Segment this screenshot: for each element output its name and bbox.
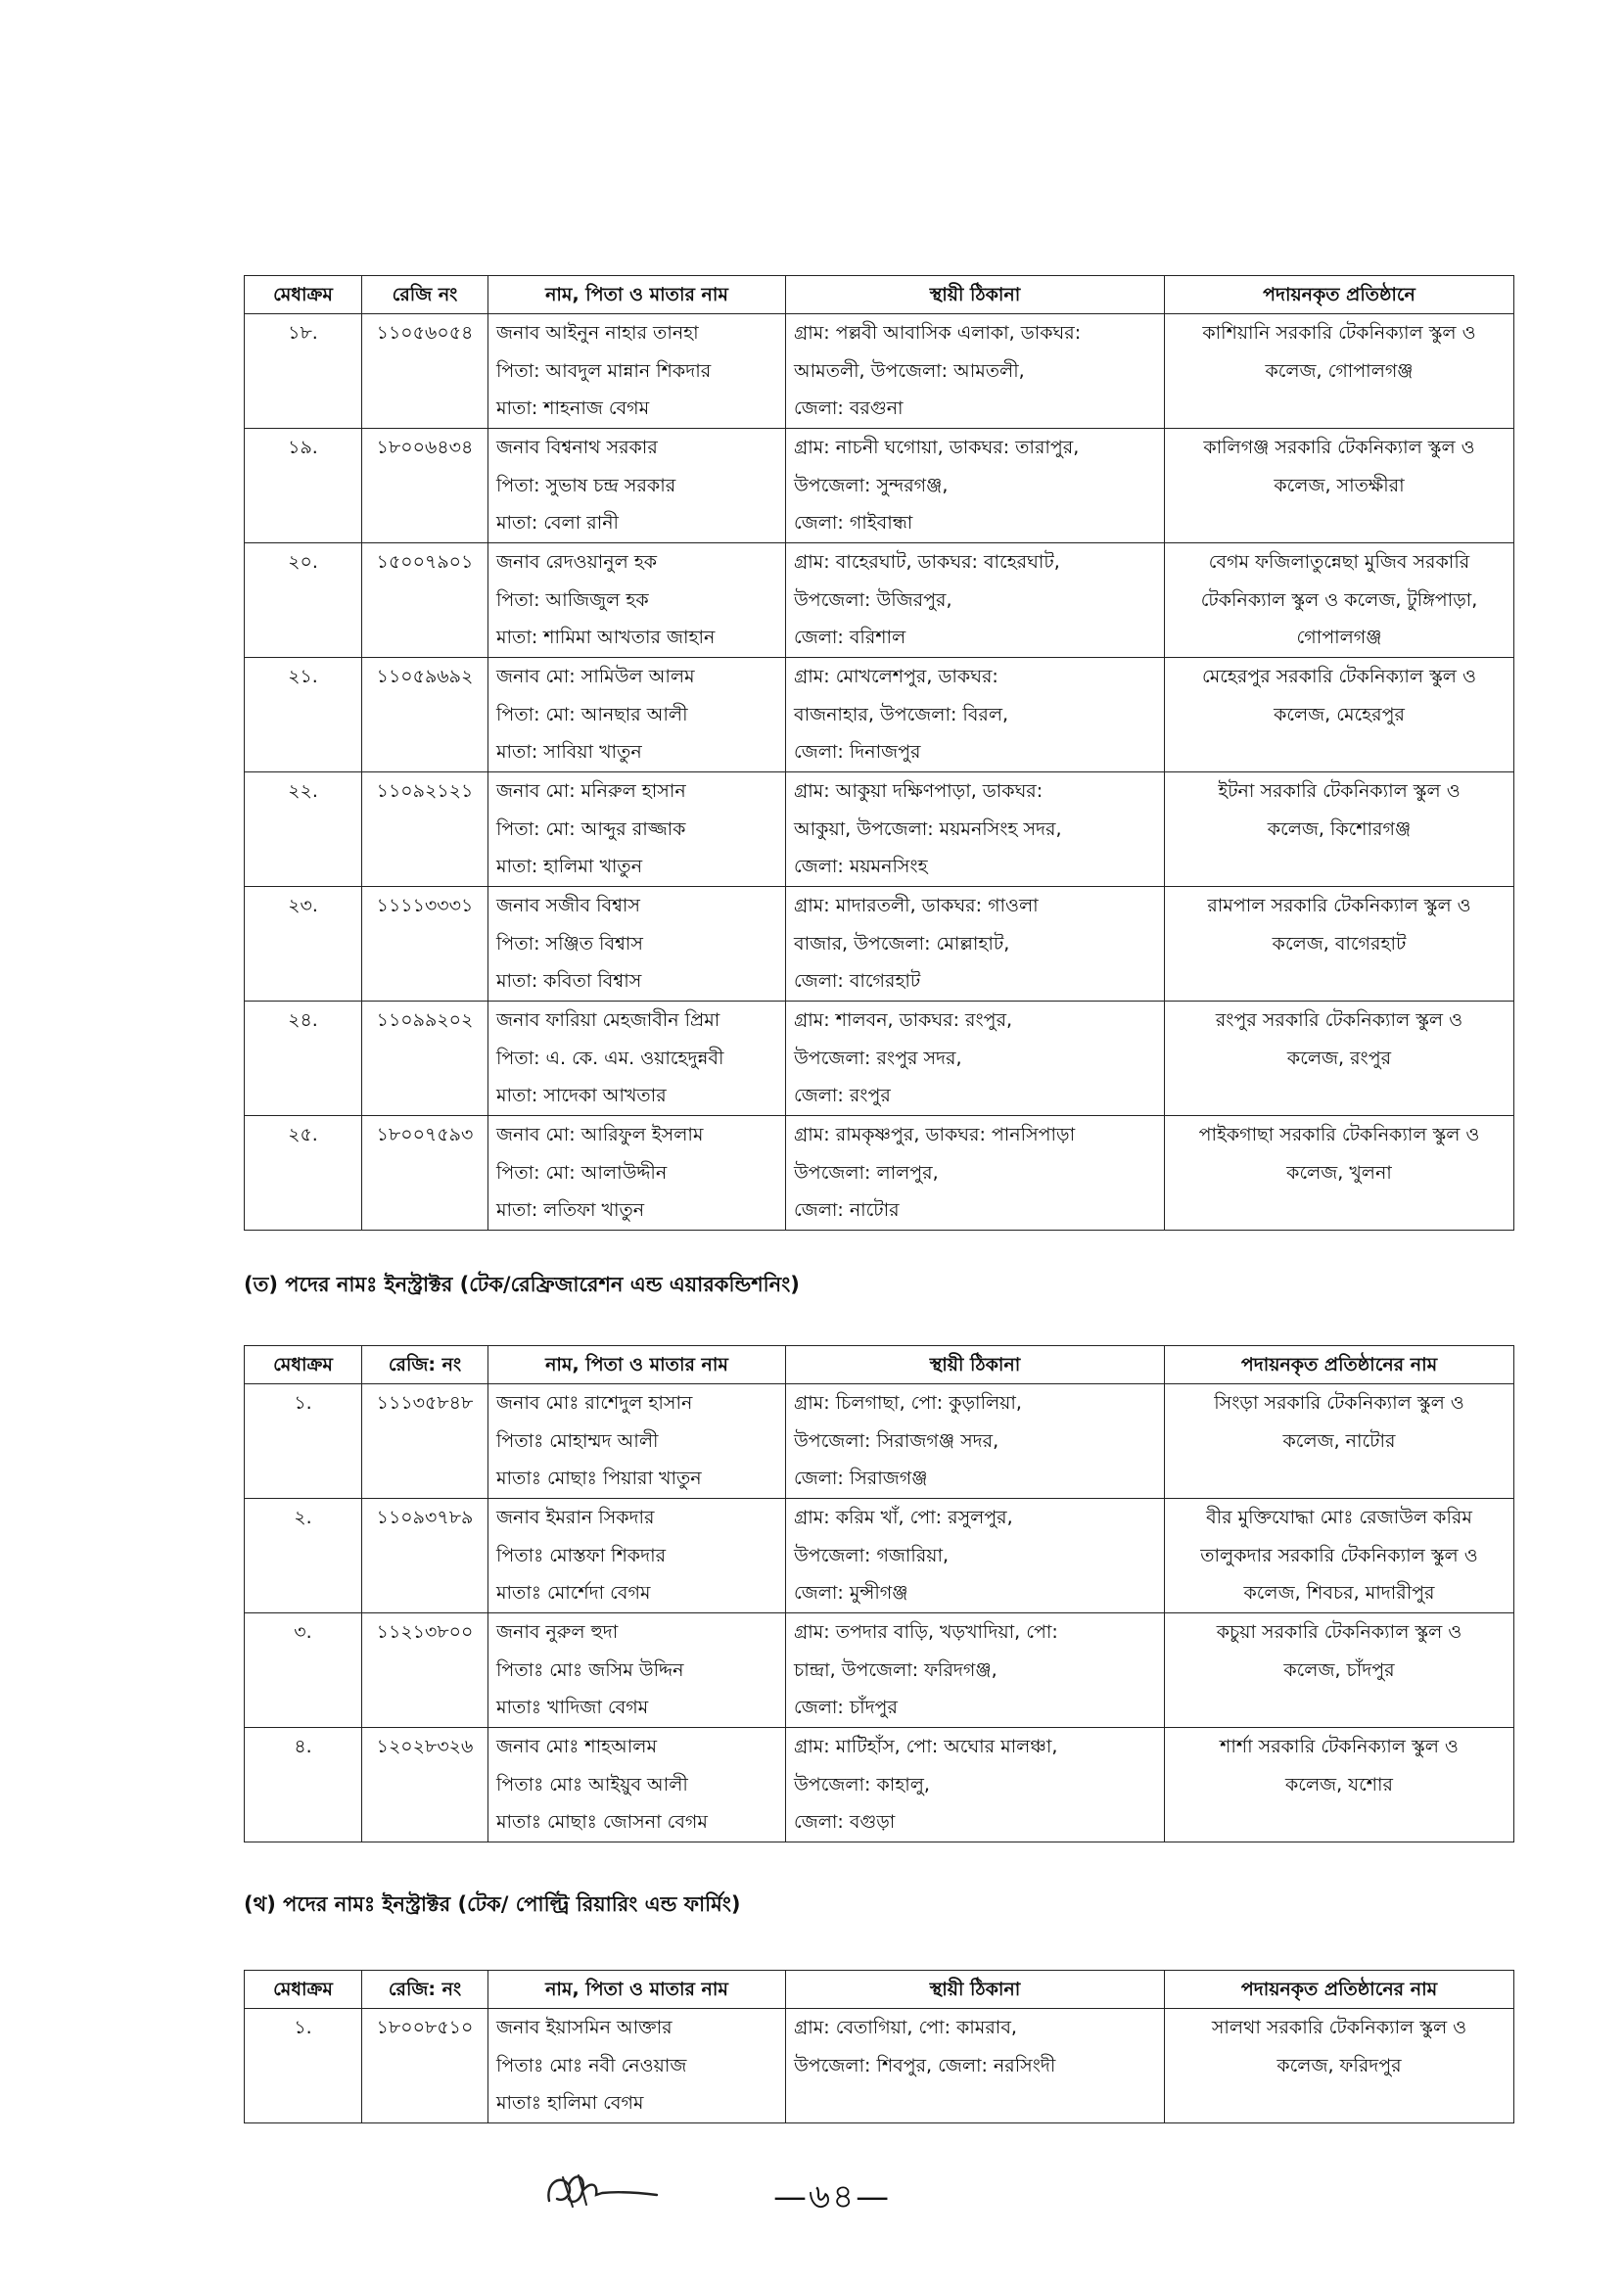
- name-line: মাতাঃ খাদিজা বেগম: [496, 1697, 649, 1718]
- table-row: [245, 1499, 1514, 1613]
- reg-number-cell: ১১০৫৬০৫৪: [362, 314, 488, 429]
- institution-line: কলেজ, চাঁদপুর: [1283, 1658, 1395, 1681]
- name-line: মাতা: বেলা রানী: [496, 512, 619, 534]
- table-header-row: [245, 276, 1514, 314]
- institution-line: কলেজ, মেহেরপুর: [1274, 703, 1405, 725]
- name-line: পিতা: এ. কে. এম. ওয়াহেদুন্নবী: [496, 1047, 724, 1069]
- table-row: [245, 1728, 1514, 1842]
- institution-line: রামপাল সরকারি টেকনিক্যাল স্কুল ও: [1207, 895, 1471, 916]
- name-line: জনাব ফারিয়া মেহজাবীন প্রিমা: [496, 1009, 720, 1031]
- institution-cell: [1165, 1499, 1514, 1613]
- institution-line: কলেজ, কিশোরগঞ্জ: [1267, 817, 1412, 840]
- address-line: উপজেলা: গজারিয়া,: [794, 1544, 950, 1566]
- serial-cell: ১৯.: [245, 429, 362, 543]
- address-line: উপজেলা: শিবপুর, জেলা: নরসিংদী: [794, 2054, 1056, 2076]
- merit-table-poultry: [244, 1970, 1514, 2123]
- address-line: জেলা: চাঁদপুর: [794, 1697, 898, 1718]
- table-row: [245, 772, 1514, 887]
- name-line: মাতাঃ মোছাঃ জোসনা বেগম: [496, 1811, 708, 1833]
- address-cell: [786, 2009, 1165, 2123]
- table-body: [245, 1384, 1514, 1842]
- reg-number-cell: ১৫০০৭৯০১: [362, 543, 488, 658]
- address-line: গ্রাম: করিম খাঁ, পো: রসুলপুর,: [794, 1507, 1013, 1528]
- name-line: পিতা: মো: আনছার আলী: [496, 703, 688, 725]
- table-row: [245, 887, 1514, 1002]
- name-line: পিতাঃ মোঃ জসিম উদ্দিন: [496, 1658, 684, 1681]
- header-name: নাম, পিতা ও মাতার নাম: [488, 1346, 786, 1384]
- address-line: জেলা: নাটোর: [794, 1199, 900, 1221]
- name-line: জনাব মো: সামিউল আলম: [496, 666, 695, 687]
- address-line: জেলা: সিরাজগঞ্জ: [794, 1468, 928, 1489]
- table-body: [245, 314, 1514, 1231]
- address-line: উপজেলা: রংপুর সদর,: [794, 1047, 962, 1069]
- name-line: পিতাঃ মোহাম্মদ আলী: [496, 1429, 659, 1452]
- address-line: জেলা: গাইবান্ধা: [794, 512, 913, 534]
- institution-cell: [1165, 314, 1514, 429]
- name-line: পিতাঃ মোঃ আইয়ুব আলী: [496, 1773, 688, 1795]
- address-line: গ্রাম: মাদারতলী, ডাকঘর: গাওলা: [794, 895, 1039, 916]
- address-cell: [786, 1499, 1165, 1613]
- name-cell: [488, 1613, 786, 1728]
- table-row: [245, 543, 1514, 658]
- reg-number-cell: ১১০৯৯২০২: [362, 1002, 488, 1116]
- reg-number-cell: ১১১১৩৩৩১: [362, 887, 488, 1002]
- table-row: [245, 429, 1514, 543]
- institution-line: কলেজ, রংপুর: [1286, 1047, 1392, 1069]
- address-cell: [786, 543, 1165, 658]
- page-number: —৬৪—: [773, 2177, 892, 2216]
- name-cell: [488, 772, 786, 887]
- name-cell: [488, 1728, 786, 1842]
- name-line: জনাব মো: আরিফুল ইসলাম: [496, 1124, 704, 1145]
- address-line: গ্রাম: চিলগাছা, পো: কুড়ালিয়া,: [794, 1392, 1022, 1414]
- address-line: জেলা: ময়মনসিংহ: [794, 856, 928, 877]
- name-line: জনাব মো: মনিরুল হাসান: [496, 780, 686, 802]
- name-line: পিতা: আজিজুল হক: [496, 588, 649, 611]
- address-line: বাজার, উপজেলা: মোল্লাহাট,: [794, 932, 1010, 955]
- serial-cell: ২০.: [245, 543, 362, 658]
- institution-cell: [1165, 543, 1514, 658]
- reg-number-cell: ১১২১৩৮০০: [362, 1613, 488, 1728]
- section-heading-t: (ত) পদের নামঃ ইনস্ট্রাক্টর (টেক/রেফ্রিজারেশন এন্ড এয়ারকন্ডিশনিং): [244, 1273, 800, 1296]
- institution-cell: [1165, 887, 1514, 1002]
- address-line: উপজেলা: সুন্দরগঞ্জ,: [794, 474, 949, 496]
- name-cell: [488, 429, 786, 543]
- address-cell: [786, 1728, 1165, 1842]
- institution-cell: [1165, 658, 1514, 772]
- name-line: জনাব রেদওয়ানুল হক: [496, 551, 658, 573]
- institution-line: কলেজ, সাতক্ষীরা: [1274, 474, 1405, 496]
- name-cell: [488, 1002, 786, 1116]
- section-heading-th: (থ) পদের নামঃ ইনস্ট্রাক্টর (টেক/ পোল্ট্রি রিয়ারিং এন্ড ফার্মিং): [244, 1892, 741, 1916]
- name-line: জনাব সজীব বিশ্বাস: [496, 895, 640, 916]
- header-institution: পদায়নকৃত প্রতিষ্ঠানের নাম: [1165, 1971, 1514, 2009]
- table-row: [245, 658, 1514, 772]
- name-line: মাতা: কবিতা বিশ্বাস: [496, 970, 642, 992]
- institution-line: টেকনিক্যাল স্কুল ও কলেজ, টুঙ্গিপাড়া,: [1200, 588, 1478, 611]
- serial-cell: ৩.: [245, 1613, 362, 1728]
- merit-table-main: [244, 275, 1514, 1231]
- name-line: জনাব আইনুন নাহার তানহা: [496, 322, 699, 344]
- name-line: মাতা: হালিমা খাতুন: [496, 856, 643, 877]
- header-name: নাম, পিতা ও মাতার নাম: [488, 276, 786, 314]
- institution-cell: [1165, 1613, 1514, 1728]
- address-line: গ্রাম: বাহেরঘাট, ডাকঘর: বাহেরঘাট,: [794, 551, 1060, 573]
- serial-cell: ২৪.: [245, 1002, 362, 1116]
- address-line: আকুয়া, উপজেলা: ময়মনসিংহ সদর,: [794, 817, 1062, 840]
- address-line: গ্রাম: রামকৃষ্ণপুর, ডাকঘর: পানসিপাড়া: [794, 1124, 1076, 1145]
- address-line: গ্রাম: শালবন, ডাকঘর: রংপুর,: [794, 1009, 1013, 1031]
- reg-number-cell: ১৮০০৬৪৩৪: [362, 429, 488, 543]
- table-row: [245, 1002, 1514, 1116]
- institution-cell: [1165, 1002, 1514, 1116]
- institution-cell: [1165, 1728, 1514, 1842]
- header-address: স্থায়ী ঠিকানা: [786, 276, 1165, 314]
- header-serial: মেধাক্রম: [245, 1971, 362, 2009]
- address-line: গ্রাম: পল্লবী আবাসিক এলাকা, ডাকঘর:: [794, 322, 1082, 344]
- institution-cell: [1165, 772, 1514, 887]
- institution-line: শার্শা সরকারি টেকনিক্যাল স্কুল ও: [1220, 1736, 1459, 1757]
- address-line: জেলা: মুন্সীগঞ্জ: [794, 1582, 908, 1604]
- address-line: উপজেলা: কাহালু,: [794, 1773, 930, 1795]
- name-line: জনাব বিশ্বনাথ সরকার: [496, 437, 658, 458]
- header-institution: পদায়নকৃত প্রতিষ্ঠানে: [1165, 276, 1514, 314]
- institution-line: কলেজ, ফরিদপুর: [1276, 2054, 1402, 2076]
- name-cell: [488, 2009, 786, 2123]
- institution-line: বেগম ফজিলাতুন্নেছা মুজিব সরকারি: [1208, 551, 1470, 573]
- name-line: পিতাঃ মোস্তফা শিকদার: [496, 1544, 667, 1566]
- name-line: জনাব মোঃ শাহআলম: [496, 1736, 658, 1757]
- table-header-row: [245, 1971, 1514, 2009]
- name-line: মাতা: সাবিয়া খাতুন: [496, 741, 642, 763]
- address-line: গ্রাম: তপদার বাড়ি, খড়খাদিয়া, পো:: [794, 1621, 1058, 1643]
- serial-cell: ২৩.: [245, 887, 362, 1002]
- name-cell: [488, 1116, 786, 1231]
- name-line: মাতাঃ মোর্শেদা বেগম: [496, 1582, 651, 1604]
- institution-line: কলেজ, বাগেরহাট: [1272, 932, 1407, 955]
- name-line: পিতা: মো: আব্দুর রাজ্জাক: [496, 817, 686, 840]
- header-reg: রেজি নং: [362, 276, 488, 314]
- name-cell: [488, 314, 786, 429]
- name-line: পিতাঃ মোঃ নবী নেওয়াজ: [496, 2054, 687, 2076]
- serial-cell: ২.: [245, 1499, 362, 1613]
- table-row: [245, 314, 1514, 429]
- address-cell: [786, 1116, 1165, 1231]
- institution-line: কচুয়া সরকারি টেকনিক্যাল স্কুল ও: [1216, 1621, 1462, 1643]
- address-line: জেলা: দিনাজপুর: [794, 741, 921, 763]
- address-line: উপজেলা: সিরাজগঞ্জ সদর,: [794, 1429, 999, 1452]
- reg-number-cell: ১১০৯৩৭৮৯: [362, 1499, 488, 1613]
- serial-cell: ২১.: [245, 658, 362, 772]
- header-serial: মেধাক্রম: [245, 1346, 362, 1384]
- institution-cell: [1165, 1384, 1514, 1499]
- address-line: আমতলী, উপজেলা: আমতলী,: [794, 359, 1025, 382]
- address-line: জেলা: বরগুনা: [794, 397, 904, 419]
- name-line: পিতা: আবদুল মান্নান শিকদার: [496, 359, 712, 382]
- address-line: জেলা: বগুড়া: [794, 1811, 896, 1833]
- reg-number-cell: ১৮০০৭৫৯৩: [362, 1116, 488, 1231]
- name-cell: [488, 1499, 786, 1613]
- name-cell: [488, 543, 786, 658]
- address-line: গ্রাম: মোখলেশপুর, ডাকঘর:: [794, 666, 998, 687]
- address-cell: [786, 772, 1165, 887]
- institution-line: পাইকগাছা সরকারি টেকনিক্যাল স্কুল ও: [1198, 1124, 1480, 1145]
- header-address: স্থায়ী ঠিকানা: [786, 1971, 1165, 2009]
- institution-line: কলেজ, গোপালগঞ্জ: [1265, 359, 1414, 382]
- name-cell: [488, 658, 786, 772]
- table-row: [245, 1384, 1514, 1499]
- name-line: পিতা: সুভাষ চন্দ্র সরকার: [496, 474, 676, 496]
- name-cell: [488, 887, 786, 1002]
- name-line: মাতা: লতিফা খাতুন: [496, 1199, 645, 1221]
- institution-line: কলেজ, খুলনা: [1286, 1161, 1392, 1184]
- institution-line: কলেজ, শিবচর, মাদারীপুর: [1243, 1582, 1435, 1604]
- name-cell: [488, 1384, 786, 1499]
- institution-line: কলেজ, নাটোর: [1282, 1429, 1396, 1452]
- table-body: [245, 2009, 1514, 2123]
- serial-cell: ১৮.: [245, 314, 362, 429]
- header-address: স্থায়ী ঠিকানা: [786, 1346, 1165, 1384]
- institution-cell: [1165, 1116, 1514, 1231]
- serial-cell: ১.: [245, 1384, 362, 1499]
- name-line: মাতা: শাহনাজ বেগম: [496, 397, 650, 419]
- name-line: পিতা: মো: আলাউদ্দীন: [496, 1161, 668, 1184]
- institution-line: কাশিয়ানি সরকারি টেকনিক্যাল স্কুল ও: [1202, 322, 1476, 344]
- address-line: গ্রাম: আকুয়া দক্ষিণপাড়া, ডাকঘর:: [794, 780, 1044, 802]
- header-reg: রেজি: নং: [362, 1346, 488, 1384]
- signature-initials: [543, 2164, 661, 2222]
- merit-table-refrigeration: [244, 1345, 1514, 1842]
- address-line: জেলা: বরিশাল: [794, 627, 906, 648]
- table-header-row: [245, 1346, 1514, 1384]
- serial-cell: ২২.: [245, 772, 362, 887]
- address-line: চান্দ্রা, উপজেলা: ফরিদগঞ্জ,: [794, 1658, 998, 1681]
- address-line: গ্রাম: মাটিহাঁস, পো: অঘোর মালঞ্চা,: [794, 1736, 1058, 1757]
- header-institution: পদায়নকৃত প্রতিষ্ঠানের নাম: [1165, 1346, 1514, 1384]
- name-line: জনাব ইমরান সিকদার: [496, 1507, 655, 1528]
- header-reg: রেজি: নং: [362, 1971, 488, 2009]
- institution-line: মেহেরপুর সরকারি টেকনিক্যাল স্কুল ও: [1202, 666, 1476, 687]
- address-cell: [786, 658, 1165, 772]
- address-cell: [786, 314, 1165, 429]
- header-serial: মেধাক্রম: [245, 276, 362, 314]
- table-row: [245, 2009, 1514, 2123]
- serial-cell: ১.: [245, 2009, 362, 2123]
- institution-line: গোপালগঞ্জ: [1296, 627, 1382, 648]
- name-line: জনাব মোঃ রাশেদুল হাসান: [496, 1392, 693, 1414]
- address-line: উপজেলা: লালপুর,: [794, 1161, 939, 1184]
- reg-number-cell: ১১০৫৯৬৯২: [362, 658, 488, 772]
- address-line: গ্রাম: বেতাগিয়া, পো: কামরাব,: [794, 2017, 1017, 2038]
- institution-cell: [1165, 2009, 1514, 2123]
- address-cell: [786, 1613, 1165, 1728]
- name-line: মাতা: সাদেকা আখতার: [496, 1085, 667, 1106]
- institution-cell: [1165, 429, 1514, 543]
- institution-line: তালুকদার সরকারি টেকনিক্যাল স্কুল ও: [1200, 1544, 1478, 1566]
- address-line: বাজনাহার, উপজেলা: বিরল,: [794, 703, 1009, 725]
- institution-line: কলেজ, যশোর: [1285, 1773, 1393, 1795]
- institution-line: সিংড়া সরকারি টেকনিক্যাল স্কুল ও: [1214, 1392, 1464, 1414]
- address-cell: [786, 887, 1165, 1002]
- address-cell: [786, 1002, 1165, 1116]
- serial-cell: ২৫.: [245, 1116, 362, 1231]
- institution-line: কালিগঞ্জ সরকারি টেকনিক্যাল স্কুল ও: [1203, 437, 1475, 458]
- table-row: [245, 1116, 1514, 1231]
- table-row: [245, 1613, 1514, 1728]
- name-line: মাতাঃ মোছাঃ পিয়ারা খাতুন: [496, 1468, 702, 1489]
- reg-number-cell: ১১১৩৫৮৪৮: [362, 1384, 488, 1499]
- address-line: উপজেলা: উজিরপুর,: [794, 588, 952, 611]
- address-cell: [786, 429, 1165, 543]
- institution-line: বীর মুক্তিযোদ্ধা মোঃ রেজাউল করিম: [1206, 1507, 1472, 1528]
- name-line: পিতা: সঞ্জিত বিশ্বাস: [496, 932, 643, 955]
- institution-line: ইটনা সরকারি টেকনিক্যাল স্কুল ও: [1218, 780, 1461, 802]
- reg-number-cell: ১৮০০৮৫১০: [362, 2009, 488, 2123]
- address-line: গ্রাম: নাচনী ঘগোয়া, ডাকঘর: তারাপুর,: [794, 437, 1080, 458]
- address-line: জেলা: বাগেরহাট: [794, 970, 921, 992]
- address-line: জেলা: রংপুর: [794, 1085, 891, 1106]
- reg-number-cell: ১২০২৮৩২৬: [362, 1728, 488, 1842]
- serial-cell: ৪.: [245, 1728, 362, 1842]
- header-name: নাম, পিতা ও মাতার নাম: [488, 1971, 786, 2009]
- institution-line: সালথা সরকারি টেকনিক্যাল স্কুল ও: [1211, 2017, 1467, 2038]
- name-line: জনাব নুরুল হুদা: [496, 1621, 619, 1643]
- name-line: জনাব ইয়াসমিন আক্তার: [496, 2017, 673, 2038]
- name-line: মাতাঃ হালিমা বেগম: [496, 2092, 644, 2114]
- name-line: মাতা: শামিমা আখতার জাহান: [496, 627, 716, 648]
- institution-line: রংপুর সরকারি টেকনিক্যাল স্কুল ও: [1215, 1009, 1463, 1031]
- reg-number-cell: ১১০৯২১২১: [362, 772, 488, 887]
- address-cell: [786, 1384, 1165, 1499]
